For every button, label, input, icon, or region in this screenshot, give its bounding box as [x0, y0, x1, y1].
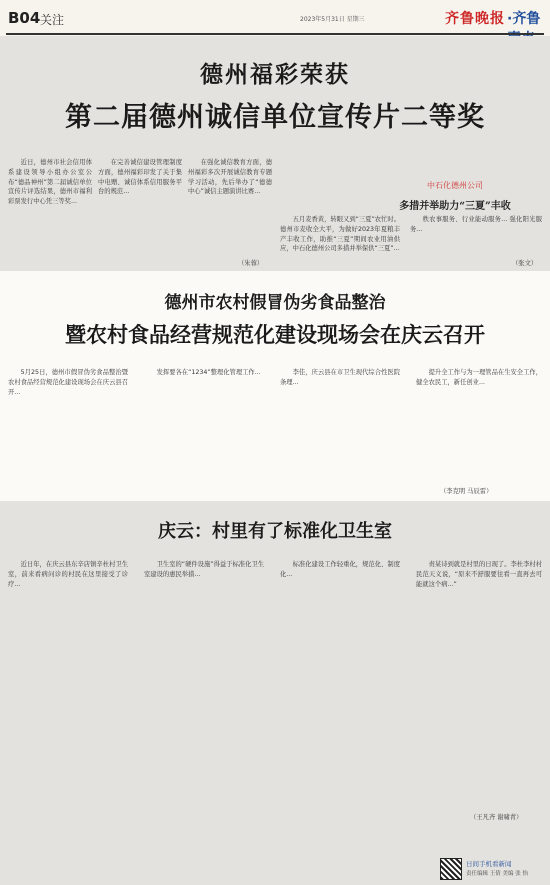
qr-code-icon[interactable]	[440, 858, 462, 880]
story3-column-3: 标准化建设工作轻重化，规范化、制度化...	[280, 561, 400, 578]
story2-headline-line1: 德州市农村假冒伪劣食品整治	[164, 293, 386, 313]
story2-byline: （李克明 马辰雷）	[440, 488, 493, 495]
story1-byline-1: （朱蓉）	[238, 260, 264, 267]
story2-column-2: 发挥要各在“1234”整理化管理工作...	[156, 369, 261, 376]
top-rule	[6, 33, 544, 35]
sidebar-title: 多措并举助力“三夏”丰收	[399, 201, 511, 212]
story2-column-1: 5月25日，德州市假冒伪劣食品整治暨农村食品经营规范化建设现场会在庆云县召开...	[8, 369, 128, 396]
footer-title: 日间手机看新闻	[466, 860, 512, 868]
sidebar-kicker: 中石化德州公司	[427, 181, 483, 190]
paper-logo-sub: ·齐鲁	[507, 11, 541, 27]
footer-staff: 责任编辑 王倩 美编 张 怡	[466, 871, 528, 877]
story1-sidebar-heading	[380, 180, 530, 212]
story3-byline: （王凡齐 谢啸青）	[470, 814, 523, 821]
story3-column-1: 近日年，在庆云县东辛店镇辛杜村卫生室，前来看病问诊的村民在这里接受了诊疗...	[8, 561, 128, 588]
story1-column-3: 在强化诚信教育方面，德州福彩多次开展诚信教育专题学习活动，先后举办了“德德中心”诚信主题演讲比赛...	[188, 159, 272, 196]
story3-headline: 庆云：村里有了标准化卫生室	[158, 521, 392, 542]
story1-column-2: 在完善诚信建设管理制度方面，德州福彩印发了关于集中电赠、诚信体系信用服务平台的规范...	[98, 159, 182, 196]
story1-column-1: 近日，德州市社会信用体系建设领导小组办公室公布“德品神州”第二届诚信单位宣传片评选结果，德州市福利彩票发行中心凭三等奖...	[8, 159, 92, 205]
story1-byline-2: （张文）	[512, 260, 538, 267]
story1-column-4: 五月麦香黄，转眼又到“三夏”农忙时。德州市麦收全大平，为做好2023年夏粮丰产丰收工作，助推“三夏”期间农业用油供应，中石化德州公司多措并举保供“三夏”...	[280, 216, 400, 253]
story2-column-4: 提升全工作与为一理管品在生安全工作，健全农民工，新任创业...	[416, 369, 542, 386]
story3-column-2: 卫生室的“硬件设施”得益于标准化卫生室建设的惠民举措...	[144, 561, 264, 578]
story2-column-3: 李佳，庆云县在市卫生现代综合性医院条理...	[280, 369, 400, 386]
story1-headline-line2: 第二届德州诚信单位宣传片二等奖	[65, 102, 485, 133]
story1-headline-line1: 德州福彩荣获	[200, 61, 350, 88]
story2-headline-line2: 暨农村食品经营规范化建设现场会在庆云召开	[65, 322, 485, 347]
masthead	[0, 0, 550, 38]
dateline: 2023年5月31日 星期三	[300, 16, 365, 23]
story3-column-4: 责某诗到就是村里的日现了。李杜李村村民范天义说，“原来不舒服要往看一直再去可能就这个病...”	[416, 561, 542, 588]
page-number: B04	[8, 9, 41, 27]
story1-column-5: 秩农事服务、行业能动服务... 强化阳光服务...	[410, 216, 542, 233]
section-name: 关注	[40, 13, 65, 27]
paper-logo-name: 齐鲁晚报	[445, 11, 505, 27]
